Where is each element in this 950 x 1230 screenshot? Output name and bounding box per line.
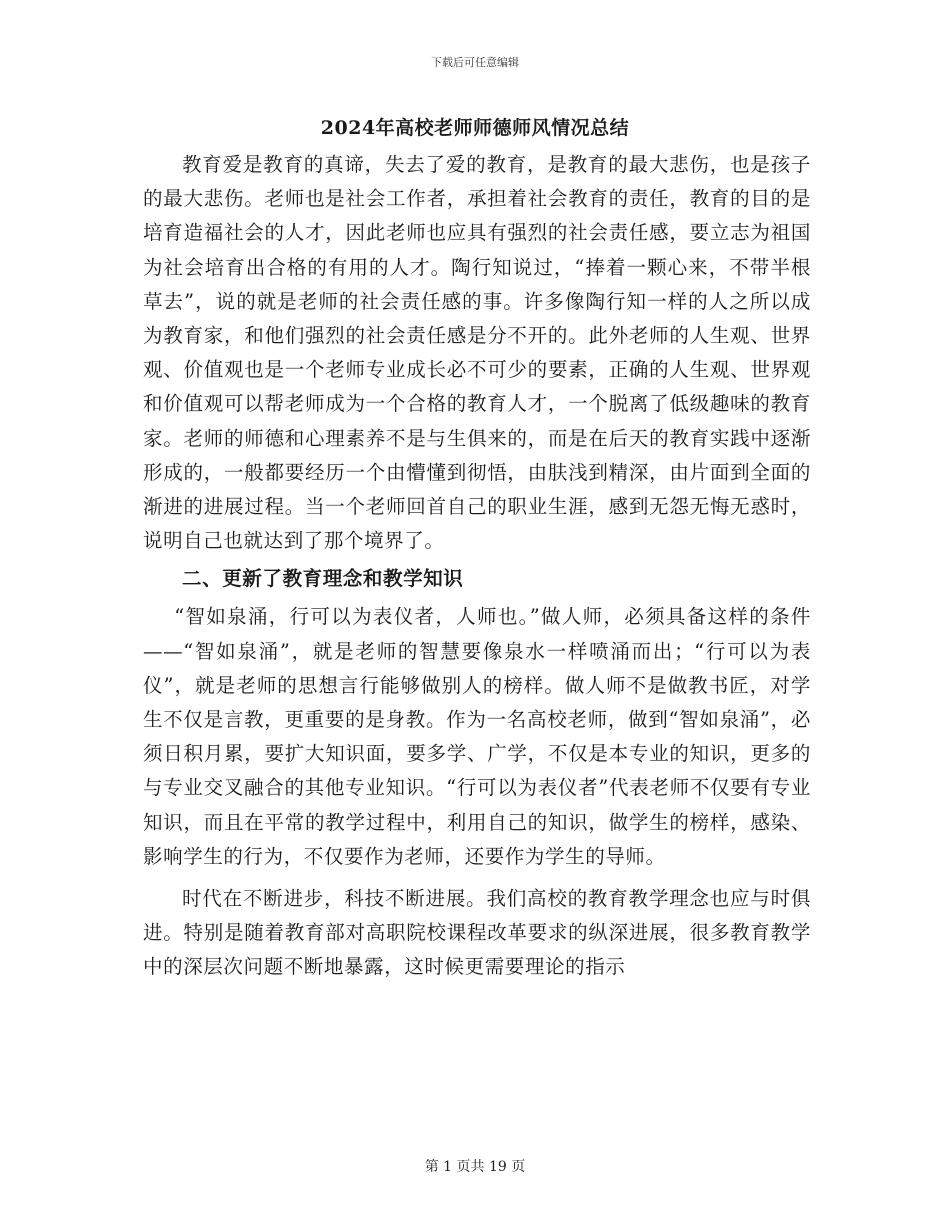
section-heading-2: 二、更新了教育理念和教学知识 xyxy=(182,567,464,591)
header-note: 下载后可任意编辑 xyxy=(431,56,519,69)
document-body xyxy=(143,148,811,985)
paragraph-teacher-love: 教育爱是教育的真谛，失去了爱的教育，是教育的最大悲伤，也是孩子的最大悲伤。老师也是社会工作者，承担着社会教育的责任，教育的目的是培育造福社会的人才，因此老师也应具有强烈的社会责任感，要立志为祖国为社会培育出合格的有用的人才。陶行知说过，“捧着一颗心来，不带半根草去”，说的就是老师的社会责任感的事。许多像陶行知一样的人之所以成为教育家，和他们强烈的社会责任感是分不开的。此外老师的人生观、世界观、价值观也是一个老师专业成长必不可少的要素，正确的人生观、世界观和价值观可以帮老师成为一个合格的教育人才，一个脱离了低级趣味的教育家。老师的师德和心理素养不是与生俱来的，而是在后天的教育实践中逐渐形成的，一般都要经历一个由懵懂到彻悟，由肤浅到精深，由片面到全面的渐进的进展过程。当一个老师回首自己的职业生涯，感到无怨无悔无惑时，说明自己也就达到了那个境界了。 xyxy=(143,153,811,553)
paragraph-times: 时代在不断进步，科技不断进展。我们高校的教育教学理念也应与时俱进。特别是随着教育部对高职院校课程改革要求的纵深进展，很多教育教学中的深层次问题不断地暴露，这时候更需要理论的指示 xyxy=(143,887,811,979)
paragraph-wisdom: “智如泉涌，行可以为表仪者，人师也。”做人师，必须具备这样的条件——“智如泉涌”，就是老师的智慧要像泉水一样喷涌而出；“行可以为表仪”，就是老师的思想言行能够做别人的榜样。做人师不是做教书匠，对学生不仅是言教，更重要的是身教。作为一名高校老师，做到“智如泉涌”，必须日积月累，要扩大知识面，要多学、广学，不仅是本专业的知识，更多的与专业交叉融合的其他专业知识。“行可以为表仪者”代表老师不仅要有专业知识，而且在平常的教学过程中，利用自己的知识，做学生的榜样，感染、影响学生的行为，不仅要作为老师，还要作为学生的导师。 xyxy=(143,605,811,868)
page-footer: 第 1 页共 19 页 xyxy=(424,1159,526,1175)
document-title: 2024年高校老师师德师风情况总结 xyxy=(320,117,630,139)
